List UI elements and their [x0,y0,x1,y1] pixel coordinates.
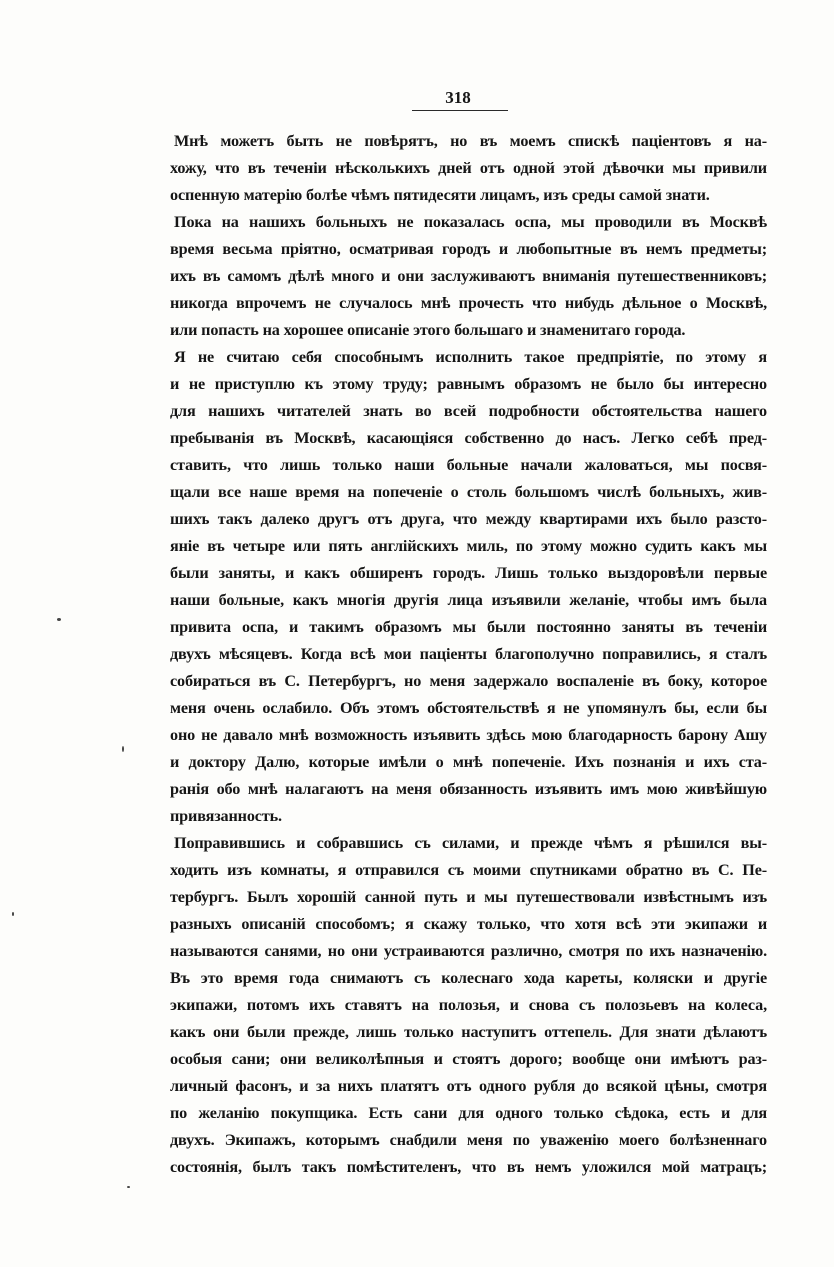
text-line: ихъ въ самомъ дѣлѣ много и они заслуживаютъ вниманiя путешественниковъ; [170,267,767,285]
text-line: Пока на нашихъ больныхъ не показалась оспа, мы проводили въ Москвѣ [174,213,767,231]
text-line: личный фасонъ, и за нихъ платятъ отъ одного рубля до всякой цѣны, смотря [170,1077,767,1095]
scan-speck [12,912,14,916]
text-line: шихъ такъ далеко другъ отъ друга, что между квартирами ихъ было разсто- [170,510,767,528]
text-line: привязанность. [170,807,282,825]
text-line: хожу, что въ теченiи нѣсколькихъ дней отъ одной этой дѣвочки мы привили [170,159,767,177]
text-line: и доктору Далю, которые имѣли о мнѣ попеченiе. Ихъ познанiя и ихъ ста- [170,753,767,771]
text-line: Въ это время года снимаютъ съ колеснаго хода кареты, коляски и другiе [170,969,767,987]
text-line: щали все наше время на попеченiе о столь большомъ числѣ больныхъ, жив- [170,483,767,501]
text-line: экипажи, потомъ ихъ ставятъ на полозья, и снова съ полозьевъ на колеса, [170,996,767,1014]
text-line: двухъ мѣсяцевъ. Когда всѣ мои пацiенты благополучно поправились, я сталъ [170,645,767,663]
text-line: оспенную матерiю болѣе чѣмъ пятидесяти лицамъ, изъ среды самой знати. [170,186,710,204]
text-line: пребыванiя въ Москвѣ, касающiяся собственно до насъ. Легко себѣ пред- [170,429,767,447]
scan-speck [57,618,61,621]
text-line: наши больные, какъ многiя другiя лица изъявили желанiе, чтобы имъ была [170,591,767,609]
text-line: были заняты, и какъ обширенъ городъ. Лишь только выздоровѣли первые [170,564,767,582]
text-line: для нашихъ читателей знать во всей подробности обстоятельства нашего [170,402,767,420]
text-line: ранiя обо мнѣ налагаютъ на меня обязанность изъявить имъ мою живѣйшую [170,780,767,798]
text-line: ставить, что лишь только наши больные начали жаловаться, мы посвя- [170,456,767,474]
text-line: тербургъ. Былъ хорошiй санной путь и мы путешествовали извѣстнымъ изъ [170,888,767,906]
text-line: особыя сани; они великолѣпныя и стоятъ дорого; вообще они имѣютъ раз- [170,1050,767,1068]
page-number: 318 [445,88,471,107]
scan-speck [127,1186,130,1188]
text-line: и не приступлю къ этому труду; равнымъ образомъ не было бы интересно [170,375,767,393]
text-line: оно не давало мнѣ возможность изъявить здѣсь мою благодарность барону Ашу [170,726,767,744]
text-line: никогда впрочемъ не случалось мнѣ прочесть что нибудь дѣльное о Москвѣ, [170,294,767,312]
text-line: по желанiю покупщика. Есть сани для одного только сѣдока, есть и для [170,1104,767,1122]
text-line: Я не считаю себя способнымъ исполнить такое предпрiятiе, по этому я [174,348,767,366]
text-line: меня очень ослабило. Объ этомъ обстоятельствѣ я не упомянулъ бы, если бы [170,699,767,717]
text-line: Мнѣ можетъ быть не повѣрятъ, но въ моемъ спискѣ пацiентовъ я на- [174,132,767,150]
text-line: ходить изъ комнаты, я отправился съ моими спутниками обратно въ С. Пе- [170,861,767,879]
text-line: состоянiя, былъ такъ помѣстителенъ, что въ немъ уложился мой матрацъ; [170,1158,767,1176]
text-line: или попасть на хорошее описанiе этого большаго и знаменитаго города. [170,321,686,339]
text-line: разныхъ описанiй способомъ; я скажу только, что хотя всѣ эти экипажи и [170,915,767,933]
text-line: янiе въ четыре или пять англiйскихъ миль, по этому можно судить какъ мы [170,537,767,555]
text-line: какъ они были прежде, лишь только наступитъ оттепель. Для знати дѣлаютъ [170,1023,767,1041]
text-line: время весьма прiятно, осматривая городъ и любопытные въ немъ предметы; [170,240,767,258]
page-number-rule [412,110,508,111]
text-line: привита оспа, и такимъ образомъ мы были постоянно заняты въ теченiи [170,618,767,636]
body-text [170,128,767,1181]
scan-speck [122,746,124,752]
text-line: собираться въ С. Петербургъ, но меня задержало воспаленiе въ боку, которое [170,672,767,690]
text-line: называются санями, но они устраиваются различно, смотря по ихъ назначенiю. [170,942,767,960]
text-line: Поправившись и собравшись съ силами, и прежде чѣмъ я рѣшился вы- [174,834,767,852]
text-line: двухъ. Экипажъ, которымъ снабдили меня по уваженiю моего болѣзненнаго [170,1131,767,1149]
